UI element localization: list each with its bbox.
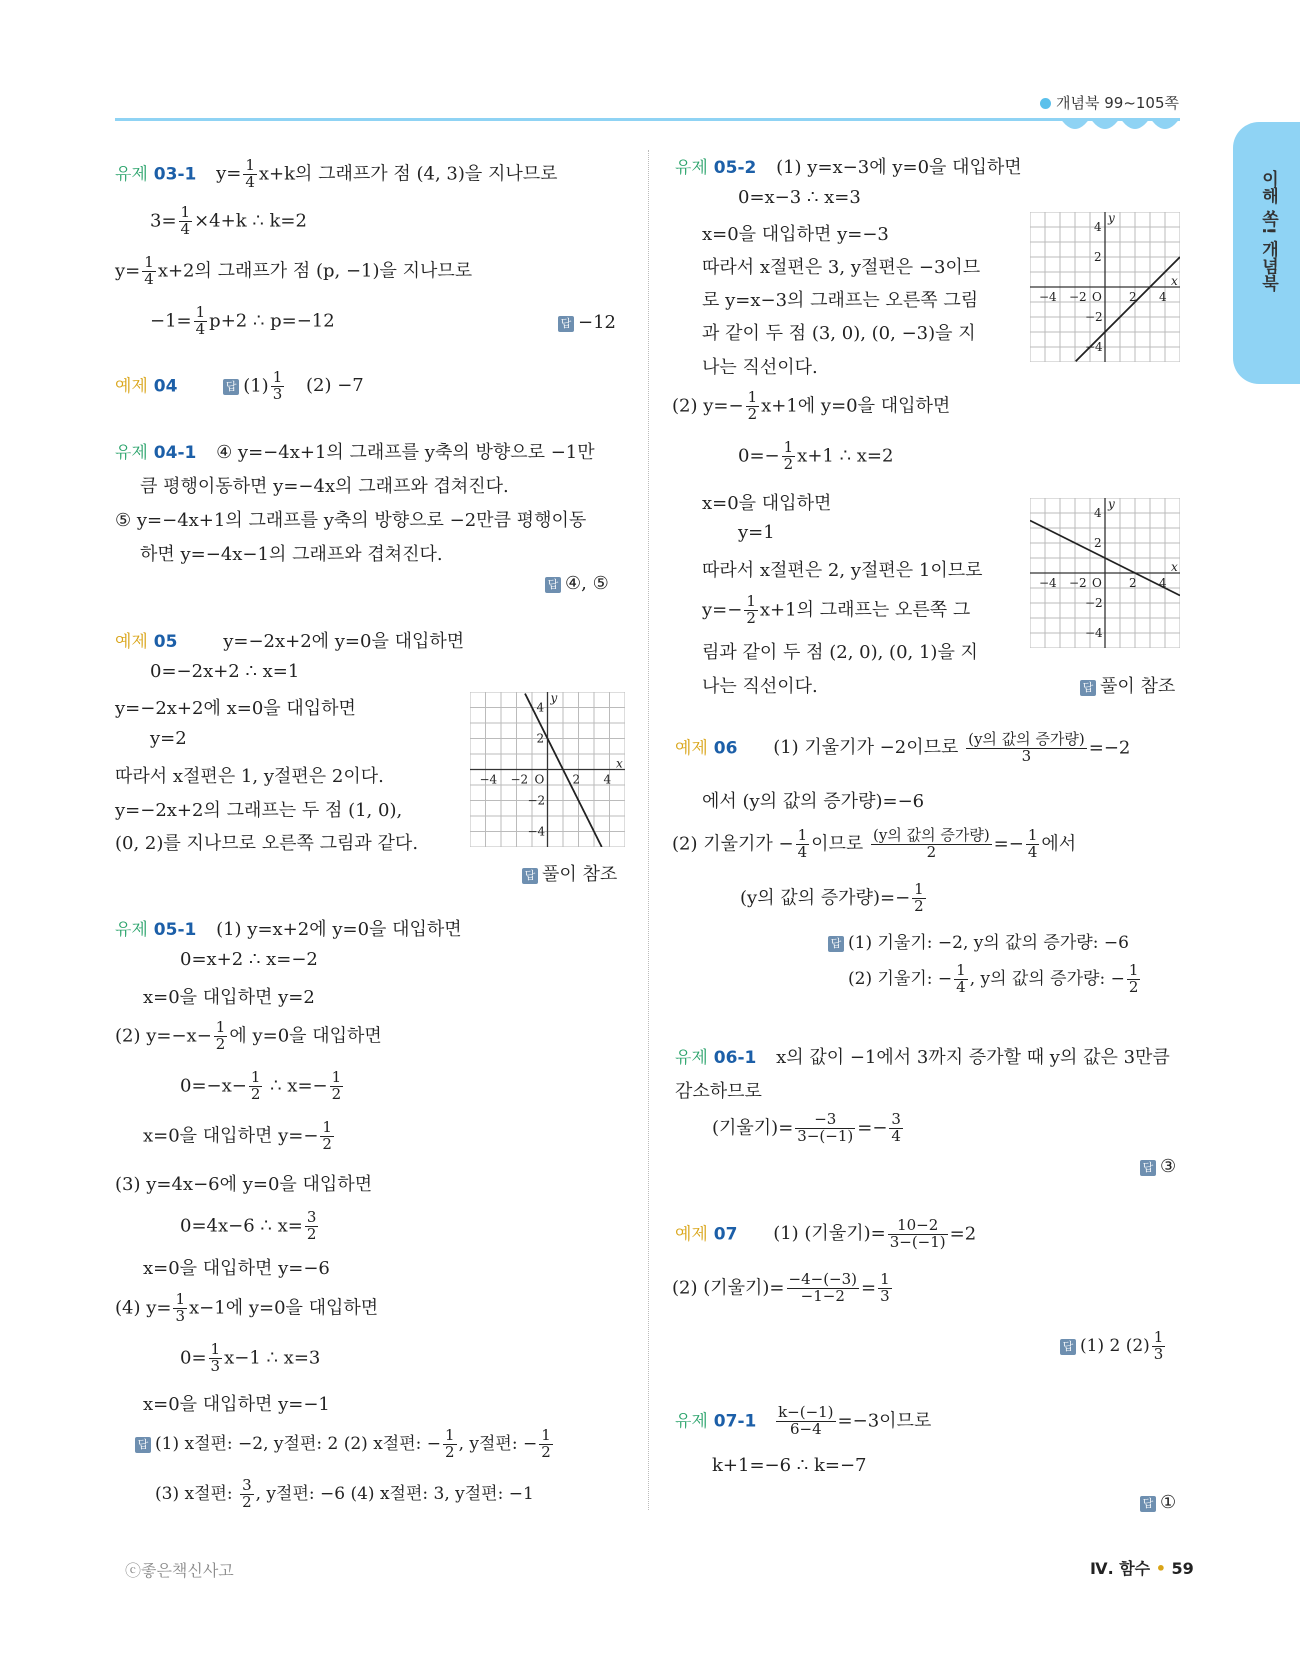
tick-label: 2 <box>1129 290 1137 304</box>
copyright: ⓒ좋은책신사고 <box>125 1561 234 1580</box>
text-line: 따라서 x절편은 1, y절편은 2이다. <box>115 766 384 787</box>
problem-u031 <box>115 158 558 191</box>
answer: (2) 기울기: − $\frac{1}{4}$ , y의 값의 증가량: − $\frac{1}{2}$ <box>848 961 1139 996</box>
answer: (3) x절편: $\frac{3}{2}$ , y절편: −6 (4) x절편: 3, y절편: −1 <box>155 1476 534 1511</box>
tick-label: 2 <box>536 731 545 746</box>
text: x+k의 그래프가 점 (4, 3)을 지나므로 <box>258 163 558 185</box>
problem-u071: 유제 07-1 $\frac{k-(-1)}{6-4}$ =−3이므로 <box>675 1403 932 1438</box>
tick-label: −4 <box>527 824 546 839</box>
text-line: x=0을 대입하면 <box>702 493 832 514</box>
text-line: (2) (기울기)= $\frac{-4-(-3)}{-1-2}$ = $\frac{1}{3}$ <box>672 1270 890 1305</box>
answer-icon: 답 <box>1140 1496 1156 1512</box>
tick-label: 4 <box>1159 576 1167 590</box>
answer: 답 풀이 참조 <box>522 860 617 886</box>
column-divider <box>648 150 649 1510</box>
axis-label: y <box>1108 212 1115 225</box>
answer-icon: 답 <box>1140 1160 1156 1176</box>
answer-icon: 답 <box>828 936 844 952</box>
text-line: 림과 같이 두 점 (2, 0), (0, 1)을 지 <box>702 642 978 663</box>
tick-label: 4 <box>1094 220 1102 234</box>
text-line: 따라서 x절편은 3, y절편은 −3이므 <box>702 257 981 278</box>
tick-label: −2 <box>1085 310 1103 324</box>
page-number: Ⅳ. 함수 • 59 <box>1090 1559 1194 1578</box>
answer: 답 풀이 참조 <box>1080 672 1175 698</box>
text-line: y=2 <box>150 728 187 749</box>
text-line: 따라서 x절편은 2, y절편은 1이므로 <box>702 560 983 581</box>
axis-label: y <box>550 692 558 705</box>
text-line: 나는 직선이다. <box>702 676 818 697</box>
axis-label: x <box>616 756 623 771</box>
text-line: 0=4x−6 ∴ x= $\frac{3}{2}$ <box>180 1208 317 1243</box>
answer: 답 (1) x절편: −2, y절편: 2 (2) x절편: − $\frac{1}{2}$ , y절편: − $\frac{1}{2}$ <box>135 1428 555 1461</box>
text-line: 나는 직선이다. <box>702 357 818 378</box>
answer-icon: 답 <box>545 577 561 593</box>
tick-label: −4 <box>1085 626 1103 640</box>
problem-u041: 유제 04-1 ④ y=−4x+1의 그래프를 y축의 방향으로 −1만 <box>115 442 595 463</box>
text-line: y=−2x+2의 그래프는 두 점 (1, 0), <box>115 800 403 821</box>
header-wave-decoration <box>1060 118 1180 136</box>
example-04: 예제 04 답 (1) $\frac{1}{3}$ (2) −7 <box>115 368 364 403</box>
text-line: (0, 2)를 지나므로 오른쪽 그림과 같다. <box>115 833 419 854</box>
answer-icon: 답 <box>135 1437 151 1453</box>
tick-label: 2 <box>1094 536 1102 550</box>
tick-label: −4 <box>1039 290 1057 304</box>
example-06: 예제 06 (1) 기울기가 −2이므로 $\frac{\text{(y의 값의 증가량)}}{3}$ =−2 <box>675 730 1131 765</box>
text-line: y=1 <box>738 522 775 543</box>
tick-label: −2 <box>1069 576 1087 590</box>
answer-icon: 답 <box>223 379 239 395</box>
text-line: y= $\frac{1}{4}$ x+2의 그래프가 점 (p, −1)을 지나므로 <box>115 253 473 288</box>
tick-label: −2 <box>510 772 529 787</box>
text-line: x=0을 대입하면 y=−1 <box>143 1394 330 1415</box>
text-line: (2) y=−x− $\frac{1}{2}$ 에 y=0을 대입하면 <box>115 1018 382 1053</box>
text-line: 0=x+2 ∴ x=−2 <box>180 949 318 970</box>
answer: 답 (1) 기울기: −2, y의 값의 증가량: −6 <box>828 928 1129 953</box>
tick-label: O <box>1092 290 1102 304</box>
text-line: (y의 값의 증가량)=− $\frac{1}{2}$ <box>740 880 924 915</box>
text-line: 로 y=x−3의 그래프는 오른쪽 그림 <box>702 290 979 311</box>
tick-label: 2 <box>1094 250 1102 264</box>
text-line: 0=x−3 ∴ x=3 <box>738 187 861 208</box>
text-line: 3= $\frac{1}{4}$ ×4+k ∴ k=2 <box>150 203 307 238</box>
text-line: x=0을 대입하면 y=−3 <box>702 224 889 245</box>
tick-label: 4 <box>536 700 545 715</box>
answer-icon: 답 <box>558 316 574 332</box>
answer: 답 ③ <box>1140 1156 1176 1177</box>
text-line: ⑤ y=−4x+1의 그래프를 y축의 방향으로 −2만큼 평행이동 <box>115 510 587 531</box>
tick-label: 2 <box>572 772 581 787</box>
tick-label: −4 <box>1039 576 1057 590</box>
header-rule <box>115 118 1180 121</box>
problem-label: 유제 03-1 <box>115 164 197 185</box>
text-line: 에서 (y의 값의 증가량)=−6 <box>702 791 925 812</box>
tick-label: 2 <box>1129 576 1137 590</box>
tick-label: −2 <box>527 793 546 808</box>
tick-label: −4 <box>1085 340 1103 354</box>
problem-u061: 유제 06-1 x의 값이 −1에서 3까지 증가할 때 y의 값은 3만큼 <box>675 1047 1170 1068</box>
text-line: (2) 기울기가 − $\frac{1}{4}$ 이므로 $\frac{\text{(y의 값의 증가량)}}{2}$ =− $\frac{1}{4}$ 에서 <box>672 826 1077 861</box>
text-line: (3) y=4x−6에 y=0을 대입하면 <box>115 1174 373 1195</box>
tick-label: 4 <box>1094 506 1102 520</box>
example-07: 예제 07 (1) (기울기)= $\frac{10-2}{3-(-1)}$ =2 <box>675 1216 977 1251</box>
answer: 답 −12 <box>558 312 616 333</box>
text-line: 0=−2x+2 ∴ x=1 <box>150 661 300 682</box>
answer-icon: 답 <box>1060 1339 1076 1355</box>
text-line: y=−2x+2에 x=0을 대입하면 <box>115 698 356 719</box>
tick-label: 4 <box>1159 290 1167 304</box>
axis-label: x <box>1171 274 1178 288</box>
text-line: x=0을 대입하면 y=−6 <box>143 1258 330 1279</box>
text: y= <box>216 163 242 185</box>
text-line: 과 같이 두 점 (3, 0), (0, −3)을 지 <box>702 323 976 344</box>
bullet-icon <box>1040 98 1051 109</box>
tick-label: −2 <box>1069 290 1087 304</box>
tick-label: O <box>534 772 545 787</box>
header-reference: 개념북 99~105쪽 <box>1040 92 1179 113</box>
text-line: −1= $\frac{1}{4}$ p+2 ∴ p=−12 <box>150 303 335 338</box>
text-line: 감소하므로 <box>675 1081 762 1102</box>
text-line: 0= $\frac{1}{3}$ x−1 ∴ x=3 <box>180 1340 321 1375</box>
text-line: k+1=−6 ∴ k=−7 <box>712 1455 867 1476</box>
answer-icon: 답 <box>1080 680 1096 696</box>
axis-label: y <box>1108 498 1115 511</box>
problem-u052: 유제 05-2 (1) y=x−3에 y=0을 대입하면 <box>675 157 1022 178</box>
fraction: $\frac{1}{4}$ <box>245 156 255 191</box>
answer: 답 ① <box>1140 1492 1176 1513</box>
graph-line-neg2x-plus2 <box>470 692 625 847</box>
text-line: x=0을 대입하면 y=2 <box>143 987 315 1008</box>
example-05: 예제 05 y=−2x+2에 y=0을 대입하면 <box>115 631 465 652</box>
graph-line-x-minus3 <box>1030 212 1180 362</box>
text-line: y=− $\frac{1}{2}$ x+1의 그래프는 오른쪽 그 <box>702 592 971 627</box>
text-line: 큼 평행이동하면 y=−4x의 그래프와 겹쳐진다. <box>140 476 509 497</box>
tick-label: −4 <box>479 772 498 787</box>
tick-label: O <box>1092 576 1102 590</box>
axis-label: x <box>1171 560 1178 574</box>
text-line: x=0을 대입하면 y=− $\frac{1}{2}$ <box>143 1118 332 1153</box>
text-line: 0=−x− $\frac{1}{2}$ ∴ x=− $\frac{1}{2}$ <box>180 1068 342 1103</box>
answer-icon: 답 <box>522 868 538 884</box>
problem-u051: 유제 05-1 (1) y=x+2에 y=0을 대입하면 <box>115 919 462 940</box>
text-line: (2) y=− $\frac{1}{2}$ x+1에 y=0을 대입하면 <box>672 388 951 423</box>
answer: 답 ④, ⑤ <box>545 573 609 594</box>
text-line: (4) y= $\frac{1}{3}$ x−1에 y=0을 대입하면 <box>115 1290 379 1325</box>
text-line: 하면 y=−4x−1의 그래프와 겹쳐진다. <box>140 544 443 565</box>
tick-label: 4 <box>603 772 612 787</box>
tick-label: −2 <box>1085 596 1103 610</box>
text-line: 0=− $\frac{1}{2}$ x+1 ∴ x=2 <box>738 438 894 473</box>
side-tab-label: 이해 쏙! 개념북 <box>1258 170 1278 292</box>
graph-line-neg-half-x-plus1 <box>1030 498 1180 648</box>
answer: 답 (1) 2 (2) $\frac{1}{3}$ <box>1060 1330 1167 1363</box>
text-line: (기울기)= $\frac{-3}{3-(-1)}$ =− $\frac{3}{4}$ <box>712 1110 901 1145</box>
